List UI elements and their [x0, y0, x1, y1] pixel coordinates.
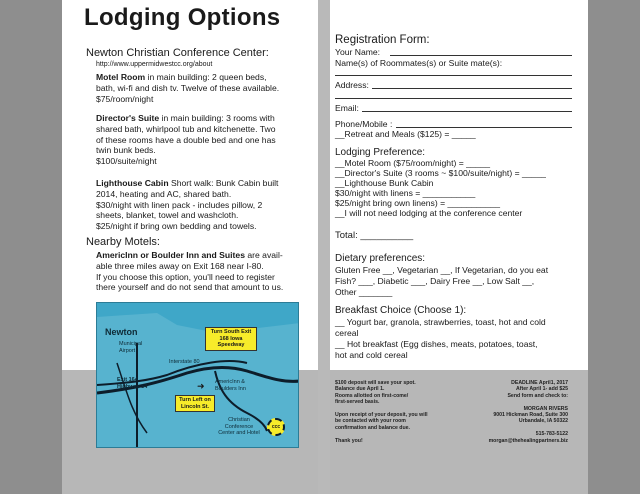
dietary-line-2[interactable]: Fish? ___, Diabetic ___, Dairy Free __, Low Salt __,: [335, 276, 535, 286]
phone-field[interactable]: [396, 127, 572, 128]
nearby-motels-text: AmericInn or Boulder Inn and Suites are avail- able three miles away on Exit 168 near I-80. If you choose this option, you'll need to register there yourself and do not send that amount to us.: [96, 250, 284, 293]
map-sign-exit168: Turn South Exit 168 Iowa Speedway: [205, 327, 257, 351]
address-field-1[interactable]: [372, 88, 572, 89]
page-fold: [318, 0, 330, 494]
lodging-cabin-linens[interactable]: $30/night with linens = ___________: [335, 188, 476, 198]
lodging-heading: Lodging Preference:: [335, 147, 426, 158]
roommates-field[interactable]: [335, 75, 572, 76]
option-lighthouse-cabin: Lighthouse Cabin Short walk: Bunk Cabin built 2014, heating and AC, shared bath. $30/night with linen pack - includes pillow, 2 sheets, blanket, towel and washcloth. $25/night if bring own bedding and towels.: [96, 178, 279, 232]
dietary-line-1[interactable]: Gluten Free __, Vegetarian __, If Vegetarian, do you eat: [335, 265, 549, 275]
directions-map: [96, 302, 299, 448]
contact-info: DEADLINE April1, 2017 After April 1- add $25 Send form and check to: MORGAN RIVERS 9001 Hickman Road, Suite 300 Urbandale, IA 50322 515-783-5122 morgan@thehealingpartners.biz: [488, 380, 568, 444]
map-americinn: AmericInn & Boulders Inn: [215, 379, 246, 392]
venue-url[interactable]: http://www.uppermidwestcc.org/about: [96, 61, 213, 68]
breakfast-option-hot[interactable]: __ Hot breakfast (Egg dishes, meats, potatoes, toast,: [335, 339, 538, 349]
roommates-label: Name(s) of Roommates(s) or Suite mate(s):: [335, 58, 503, 68]
email-label: Email:: [335, 103, 359, 113]
page-title: Lodging Options: [84, 4, 281, 31]
map-sign-lincoln: Turn Left on Lincoln St.: [175, 395, 215, 412]
option-directors-suite: Director's Suite in main building: 3 rooms with shared bath, whirlpool tub and kitchenette. Two of these rooms have a double bed and one has twin bunk beds. $100/suite/night: [96, 113, 276, 167]
option-name: Lighthouse Cabin: [96, 178, 169, 188]
lodging-none[interactable]: __I will not need lodging at the conference center: [335, 208, 523, 218]
phone-label: Phone/Mobile :: [335, 119, 393, 129]
breakfast-option-hot-cont: hot and cold cereal: [335, 350, 408, 360]
your-name-field[interactable]: [390, 55, 572, 56]
deposit-info: $100 deposit will save your spot. Balance due April 1. Rooms allotted on first-come/ first-served basis. Upon receipt of your deposit, you will be contacted with your room confirmation and balance due. Thank you!: [335, 380, 428, 444]
option-name: Director's Suite: [96, 113, 160, 123]
sun-logo-icon: ccc: [267, 418, 285, 436]
breakfast-heading: Breakfast Choice (Choose 1):: [335, 305, 467, 316]
option-name: Motel Room: [96, 72, 146, 82]
lodging-cabin-own[interactable]: $25/night bring own linens) = ___________: [335, 198, 501, 208]
lodging-suite[interactable]: __Director's Suite (3 rooms ~ $100/suite/night) = _____: [335, 168, 546, 178]
retreat-meals-line[interactable]: __Retreat and Meals ($125) = _____: [335, 129, 476, 139]
dietary-heading: Dietary preferences:: [335, 253, 426, 264]
nearby-heading: Nearby Motels:: [86, 236, 160, 248]
map-highway14: Highway 14: [117, 384, 148, 390]
map-exit164: Exit 164: [117, 377, 138, 383]
total-line[interactable]: Total: __________: [335, 230, 414, 241]
option-motel-room: Motel Room in main building: 2 queen beds, bath, wi-fi and dish tv. Twelve of these available. $75/room/night: [96, 72, 280, 104]
breakfast-option-yogurt[interactable]: __ Yogurt bar, granola, strawberries, toast, hot and cold: [335, 317, 546, 327]
map-airport: Municipal Airport: [119, 341, 143, 354]
form-title: Registration Form:: [335, 34, 430, 46]
lodging-motel[interactable]: __Motel Room ($75/room/night) = _____: [335, 158, 491, 168]
contact-email[interactable]: morgan@thehealingpartners.biz: [488, 437, 568, 444]
venue-name: Newton Christian Conference Center:: [86, 47, 269, 59]
lodging-cabin[interactable]: __Lighthouse Bunk Cabin: [335, 178, 434, 188]
email-field[interactable]: [362, 111, 572, 112]
your-name-label: Your Name:: [335, 47, 381, 57]
address-field-2[interactable]: [335, 98, 572, 99]
dietary-line-3[interactable]: Other _______: [335, 287, 393, 297]
map-arrow-icon: ➜: [197, 381, 205, 391]
map-conference-center: Christian Conference Center and Hotel: [218, 417, 260, 436]
breakfast-option-yogurt-cont: cereal: [335, 328, 359, 338]
map-newton: Newton: [105, 327, 138, 337]
map-interstate: Interstate 80: [169, 359, 200, 365]
address-label: Address:: [335, 80, 369, 90]
